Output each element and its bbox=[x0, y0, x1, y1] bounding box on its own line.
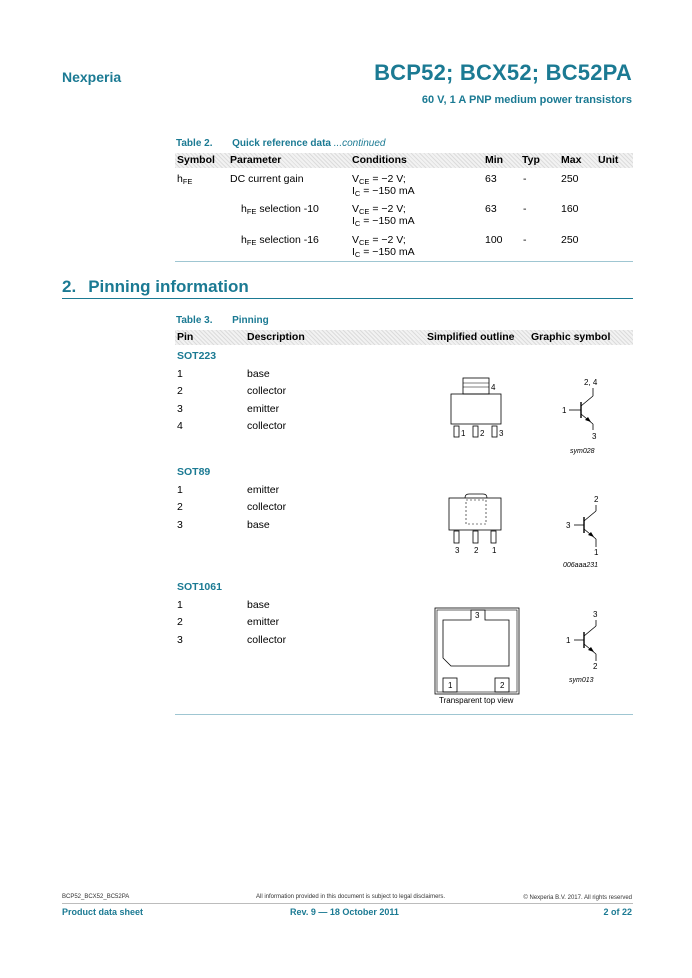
symbol-cell: h bbox=[177, 173, 183, 185]
symbol-pin-label: 2, 4 bbox=[584, 378, 598, 387]
table2-caption bbox=[176, 138, 386, 149]
symbol-pin-label: 1 bbox=[562, 406, 567, 415]
symbol-pin-label: 3 bbox=[592, 432, 597, 441]
symbol-pin-label: 1 bbox=[566, 636, 571, 645]
sot223-outline-pin-label: 1 bbox=[461, 429, 466, 438]
condition-line-1: $V_{CE} = -2$ V; bbox=[352, 173, 406, 186]
pin-number: 3 bbox=[177, 403, 183, 415]
max-cell: 250 bbox=[561, 234, 579, 246]
symbol-pin-label: 3 bbox=[566, 521, 571, 530]
sot89-outline-drawing bbox=[445, 490, 520, 558]
table2-col-conditions: Conditions bbox=[352, 154, 407, 166]
table3-bottom-rule bbox=[175, 714, 633, 715]
sot89-outline-pin-label: 3 bbox=[455, 546, 460, 555]
condition-line-2: $I_C = -150$ mA bbox=[352, 246, 415, 259]
symbol-pin-label: 2 bbox=[593, 662, 598, 671]
pin-number: 1 bbox=[177, 368, 183, 380]
table3-title: Pinning bbox=[232, 315, 269, 326]
sot1061-transistor-symbol bbox=[560, 606, 610, 674]
sot89-outline-pin-label: 2 bbox=[474, 546, 479, 555]
sot223-outline-pin-label: 2 bbox=[480, 429, 485, 438]
sot1061-outline-drawing bbox=[433, 606, 523, 696]
typ-cell: - bbox=[523, 234, 527, 246]
table2-col-max: Max bbox=[561, 154, 582, 166]
pin-number: 2 bbox=[177, 501, 183, 513]
pin-number: 3 bbox=[177, 634, 183, 646]
pin-description: collector bbox=[247, 634, 287, 646]
pin-description: emitter bbox=[247, 403, 280, 415]
sot223-transistor-symbol bbox=[555, 376, 615, 444]
symbol-pin-label: 1 bbox=[594, 548, 599, 557]
sot223-outline-pin-label: 4 bbox=[491, 383, 496, 392]
pin-description: base bbox=[247, 519, 270, 531]
table2-label: Table 2. bbox=[176, 138, 213, 149]
sot89-outline-pin-label: 1 bbox=[492, 546, 497, 555]
table2-col-unit: Unit bbox=[598, 154, 619, 166]
table3-label: Table 3. bbox=[176, 315, 213, 326]
footer-disclaimer: All information provided in this document is subject to legal disclaimers. bbox=[256, 894, 446, 900]
section-title: Pinning information bbox=[88, 277, 249, 296]
condition-line-2: $I_C = -150$ mA bbox=[352, 215, 415, 228]
typ-cell: - bbox=[523, 203, 527, 215]
condition-line-2: $I_C = -150$ mA bbox=[352, 185, 415, 198]
pin-description: emitter bbox=[247, 484, 280, 496]
section-heading bbox=[62, 277, 249, 297]
min-cell: 63 bbox=[485, 173, 497, 185]
pin-description: collector bbox=[247, 385, 287, 397]
table-row bbox=[177, 173, 192, 188]
footer-rule bbox=[62, 903, 633, 904]
sot1061-outline-caption: Transparent top view bbox=[439, 696, 514, 705]
table3-col-pin: Pin bbox=[177, 331, 194, 343]
condition-line-1: $V_{CE} = -2$ V; bbox=[352, 234, 406, 247]
section-rule bbox=[62, 298, 633, 299]
section-number: 2. bbox=[62, 277, 77, 296]
table2-col-symbol: Symbol bbox=[177, 154, 215, 166]
sot223-outline-pin-label: 3 bbox=[499, 429, 504, 438]
footer-page-number: 2 of 22 bbox=[603, 907, 632, 917]
footer-doc-type: Product data sheet bbox=[62, 907, 144, 917]
table3-col-symbol: Graphic symbol bbox=[531, 331, 611, 343]
sot223-outline-drawing bbox=[445, 374, 520, 442]
package-sot89-heading: SOT89 bbox=[177, 466, 211, 478]
pin-description: base bbox=[247, 599, 270, 611]
pin-number: 2 bbox=[177, 616, 183, 628]
package-sot1061-heading: SOT1061 bbox=[177, 581, 222, 593]
table3-col-outline: Simplified outline bbox=[427, 331, 515, 343]
footer-revision: Rev. 9 — 18 October 2011 bbox=[290, 907, 399, 917]
table3-col-description: Description bbox=[247, 331, 305, 343]
symbol-pin-label: 2 bbox=[594, 495, 599, 504]
parameter-cell: DC current gain bbox=[230, 173, 304, 185]
sot1061-outline-pin-label: 1 bbox=[448, 681, 453, 690]
pin-number: 1 bbox=[177, 599, 183, 611]
pin-number: 3 bbox=[177, 519, 183, 531]
footer-doc-id: BCP52_BCX52_BC52PA bbox=[62, 894, 130, 900]
parameter-cell: $h_{FE}$ selection -16 bbox=[241, 234, 319, 247]
document-subtitle: 60 V, 1 A PNP medium power transistors bbox=[421, 94, 632, 106]
condition-line-1: $V_{CE} = -2$ V; bbox=[352, 203, 406, 216]
pin-description: base bbox=[247, 368, 270, 380]
table2-col-typ: Typ bbox=[522, 154, 540, 166]
table3-caption bbox=[176, 315, 269, 326]
min-cell: 63 bbox=[485, 203, 497, 215]
table2-bottom-rule bbox=[175, 261, 633, 262]
pin-description: emitter bbox=[247, 616, 280, 628]
sot1061-outline-pin-label: 3 bbox=[475, 611, 480, 620]
package-sot223-heading: SOT223 bbox=[177, 350, 217, 362]
sot223-symbol-caption: sym028 bbox=[570, 448, 595, 455]
table2-title: Quick reference data bbox=[232, 138, 331, 149]
pin-number: 2 bbox=[177, 385, 183, 397]
parameter-cell: $h_{FE}$ selection -10 bbox=[241, 203, 319, 216]
sot89-transistor-symbol bbox=[560, 492, 610, 560]
pin-description: collector bbox=[247, 501, 287, 513]
symbol-pin-label: 3 bbox=[593, 610, 598, 619]
pin-description: collector bbox=[247, 420, 287, 432]
brand-name: Nexperia bbox=[62, 69, 122, 85]
symbol-subscript: FE bbox=[182, 177, 193, 186]
sot1061-symbol-caption: sym013 bbox=[569, 677, 594, 684]
table2-col-parameter: Parameter bbox=[230, 154, 282, 166]
min-cell: 100 bbox=[485, 234, 503, 246]
max-cell: 250 bbox=[561, 173, 579, 185]
sot89-symbol-caption: 006aaa231 bbox=[563, 562, 599, 569]
table2-col-min: Min bbox=[485, 154, 504, 166]
table2-continued: ...continued bbox=[333, 138, 386, 149]
footer-copyright: © Nexperia B.V. 2017. All rights reserved bbox=[523, 895, 632, 901]
typ-cell: - bbox=[523, 173, 527, 185]
pin-number: 4 bbox=[177, 420, 183, 432]
max-cell: 160 bbox=[561, 203, 579, 215]
document-title: BCP52; BCX52; BC52PA bbox=[374, 60, 632, 85]
pin-number: 1 bbox=[177, 484, 183, 496]
sot1061-outline-pin-label: 2 bbox=[500, 681, 505, 690]
